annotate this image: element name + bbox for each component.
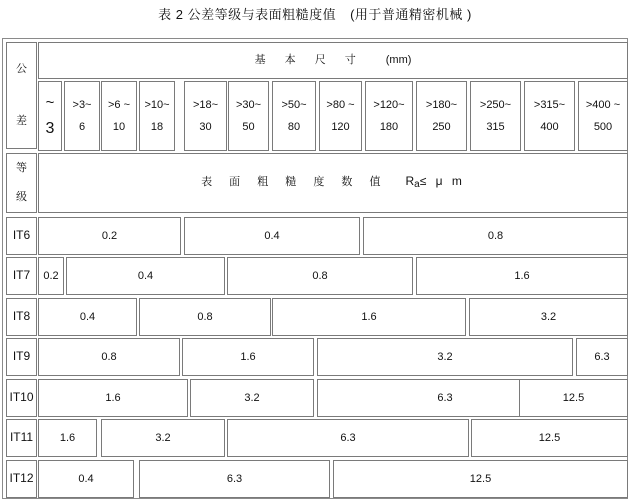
roughness-value-cell: 0.2 (38, 217, 181, 255)
roughness-value-cell: 3.2 (190, 379, 314, 417)
size-header-text: 基 本 尺 寸 (mm) (254, 54, 412, 67)
roughness-value-cell: 6.3 (227, 419, 469, 457)
title-main: 表 2 公差等级与表面粗糙度值 (158, 7, 337, 22)
size-range-cell (64, 81, 100, 151)
size-range-from: >30~ (235, 98, 262, 111)
size-range-to: 6 (78, 120, 86, 133)
size-range-cell (365, 81, 413, 151)
ra-header (38, 153, 628, 213)
grade-label-char: 级 (16, 191, 27, 204)
grade-cell: IT8 (6, 298, 37, 336)
size-range-from: ~ (45, 93, 55, 111)
grade-header-top (6, 42, 37, 149)
size-range-to: 3 (45, 119, 55, 137)
roughness-value-cell: 12.5 (519, 379, 628, 417)
title-note: (用于普通精密机械 ) (350, 7, 472, 22)
roughness-value-cell: 12.5 (471, 419, 628, 457)
grade-label-char: 差 (16, 115, 27, 128)
roughness-value-cell: 1.6 (38, 379, 188, 417)
size-range-to: 10 (112, 120, 126, 133)
size-range-cell (228, 81, 269, 151)
size-range-to: 30 (199, 120, 212, 133)
size-range-from: >400 ~ (585, 98, 621, 111)
table-title (0, 4, 630, 23)
roughness-value-cell: 1.6 (272, 298, 466, 336)
roughness-value-cell: 0.2 (38, 257, 64, 295)
size-range-cell (578, 81, 628, 151)
roughness-value-cell: 0.8 (227, 257, 413, 295)
size-range-to: 315 (486, 120, 505, 133)
size-range-cell (139, 81, 175, 151)
size-range-from: >50~ (281, 98, 307, 111)
grade-cell: IT12 (6, 460, 37, 498)
roughness-value-cell: 3.2 (101, 419, 225, 457)
grade-cell: IT9 (6, 338, 37, 376)
roughness-value-cell: 1.6 (416, 257, 628, 295)
size-range-from: >315~ (533, 98, 566, 111)
size-range-cell (272, 81, 316, 151)
size-range-to: 250 (432, 120, 451, 133)
size-range-from: >120~ (373, 98, 405, 111)
grade-cell: IT6 (6, 217, 37, 255)
grade-header-bottom (6, 153, 37, 213)
ra-symbol: $R_a\le \mu$ m (405, 174, 465, 191)
size-range-cell (184, 81, 227, 151)
grade-cell: IT7 (6, 257, 37, 295)
size-header (38, 42, 628, 79)
roughness-value-cell: 3.2 (469, 298, 628, 336)
size-range-cell (524, 81, 575, 151)
grade-cell: IT10 (6, 379, 37, 417)
roughness-value-cell: 1.6 (38, 419, 97, 457)
grade-cell: IT11 (6, 419, 37, 457)
roughness-value-cell: 6.3 (139, 460, 330, 498)
roughness-value-cell: 0.4 (38, 460, 134, 498)
roughness-value-cell: 6.3 (576, 338, 628, 376)
size-range-to: 18 (150, 120, 164, 133)
ra-header-text: 表 面 粗 糙 度 数 值 $R_a\le \mu$ m (201, 174, 465, 191)
size-range-from: >6 ~ (107, 98, 131, 111)
size-range-cell (470, 81, 521, 151)
size-range-from: >250~ (479, 98, 512, 111)
roughness-value-cell: 0.4 (38, 298, 137, 336)
roughness-value-cell: 0.4 (184, 217, 360, 255)
size-range-to: 180 (379, 120, 399, 133)
roughness-value-cell: 1.6 (182, 338, 314, 376)
roughness-value-cell: 0.4 (66, 257, 225, 295)
size-range-cell (319, 81, 362, 151)
size-range-to: 50 (242, 120, 255, 133)
grade-label-char: 等 (16, 162, 27, 175)
roughness-value-cell: 0.8 (139, 298, 271, 336)
size-unit: (mm) (385, 54, 412, 67)
roughness-value-cell: 6.3 (317, 379, 573, 417)
roughness-value-cell: 3.2 (317, 338, 573, 376)
size-range-cell (416, 81, 467, 151)
size-range-from: >3~ (72, 98, 92, 111)
grade-label-char: 公 (16, 62, 27, 75)
size-range-to: 80 (287, 120, 301, 133)
roughness-value-cell: 12.5 (333, 460, 628, 498)
size-range-from: >180~ (425, 98, 458, 111)
roughness-value-cell: 0.8 (363, 217, 628, 255)
size-range-to: 400 (540, 120, 559, 133)
size-range-from: >18~ (192, 98, 219, 111)
size-range-to: 120 (331, 120, 350, 133)
size-range-cell (38, 81, 62, 151)
size-range-cell (101, 81, 137, 151)
size-range-from: >80 ~ (326, 98, 355, 111)
roughness-value-cell: 0.8 (38, 338, 180, 376)
size-range-from: >10~ (144, 98, 170, 111)
size-range-to: 500 (593, 120, 613, 133)
